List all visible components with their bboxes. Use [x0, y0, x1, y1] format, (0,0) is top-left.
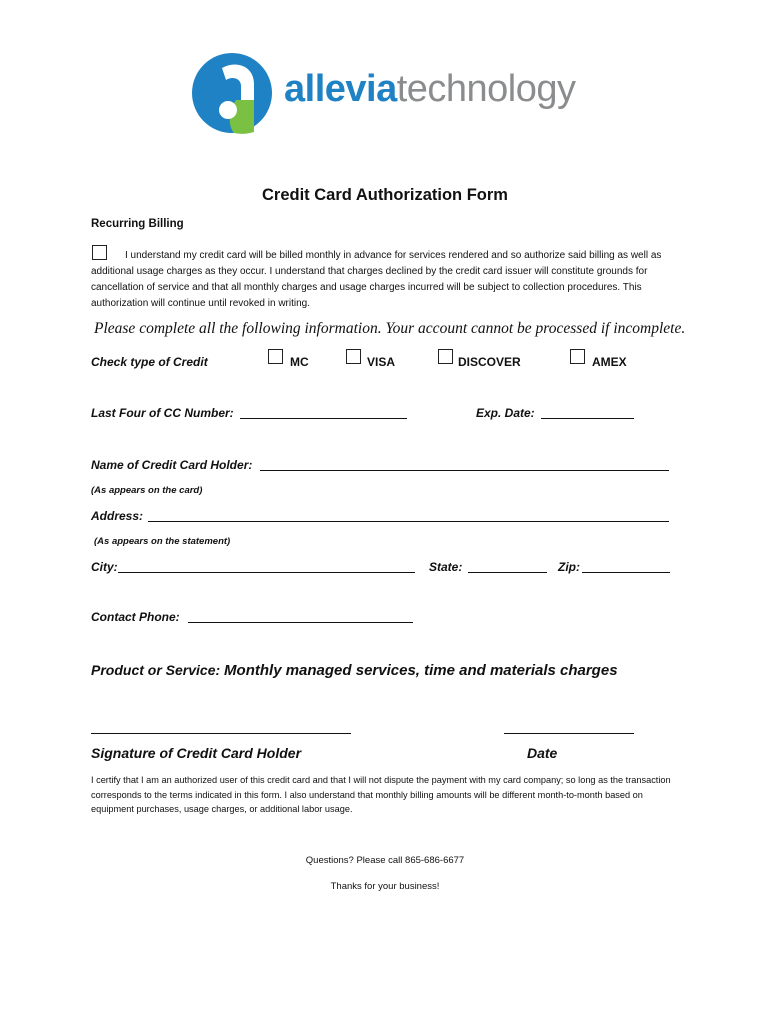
holder-name-field[interactable] — [260, 470, 669, 471]
visa-checkbox[interactable] — [346, 349, 361, 364]
logo-brand-bold: allevia — [284, 68, 397, 110]
state-field[interactable] — [468, 572, 547, 573]
zip-label: Zip: — [558, 560, 580, 574]
thanks-text: Thanks for your business! — [330, 881, 440, 892]
company-logo — [192, 50, 582, 136]
holder-name-label: Name of Credit Card Holder: — [91, 458, 253, 472]
holder-name-hint: (As appears on the card) — [91, 485, 203, 496]
product-line — [91, 662, 618, 679]
city-label: City: — [91, 560, 118, 574]
phone-label: Contact Phone: — [91, 610, 180, 624]
questions-text: Questions? Please call 865-686-6677 — [305, 855, 465, 866]
discover-checkbox[interactable] — [438, 349, 453, 364]
state-label: State: — [429, 560, 463, 574]
exp-date-field[interactable] — [541, 418, 634, 419]
zip-field[interactable] — [582, 572, 670, 573]
signature-label: Signature of Credit Card Holder — [91, 745, 302, 761]
logo-wordmark — [284, 68, 576, 111]
discover-option-label: DISCOVER — [458, 355, 521, 369]
date-label: Date — [527, 745, 558, 761]
logo-brand-light: technology — [396, 68, 576, 110]
mc-checkbox[interactable] — [268, 349, 283, 364]
product-value: Monthly managed services, time and materials charges — [224, 662, 618, 679]
address-label: Address: — [91, 509, 144, 523]
amex-option-label: AMEX — [592, 355, 627, 369]
address-hint: (As appears on the statement) — [94, 536, 231, 547]
page-title: Credit Card Authorization Form — [262, 186, 508, 204]
city-field[interactable] — [118, 572, 415, 573]
mc-option-label: MC — [290, 355, 309, 369]
completion-notice: Please complete all the following information. Your account cannot be processed if incomplete. — [94, 320, 686, 337]
phone-field[interactable] — [188, 622, 413, 623]
section-label: Recurring Billing — [91, 218, 184, 230]
signature-field[interactable] — [91, 733, 351, 734]
exp-date-label: Exp. Date: — [476, 406, 535, 420]
date-field[interactable] — [504, 733, 634, 734]
authorization-text: I understand my credit card will be billed monthly in advance for services rendered and so authorize said billing as well as additional usage charges as they occur. I understand that charges declined by the credit card issuer will constitute grounds for cancellation of service and that all monthly charges and usage charges incurred will be subject to collection procedures. This authorization will continue until revoked in writing. — [91, 250, 662, 309]
visa-option-label: VISA — [367, 355, 396, 369]
credit-type-label: Check type of Credit — [91, 355, 208, 369]
product-label: Product or Service: — [91, 662, 221, 678]
last-four-label: Last Four of CC Number: — [91, 406, 234, 420]
amex-checkbox[interactable] — [570, 349, 585, 364]
certification-text: I certify that I am an authorized user of this credit card and that I will not dispute the payment with my card company; so long as the transaction corresponds to the terms indicated in this form. I also understand that monthly billing amounts will be different month-to-month based on equipment purchases, usage charges, or additional labor usage. — [91, 775, 671, 814]
address-field[interactable] — [148, 521, 669, 522]
last-four-field[interactable] — [240, 418, 407, 419]
authorization-paragraph — [91, 248, 691, 312]
logo-mark-icon — [192, 50, 272, 136]
